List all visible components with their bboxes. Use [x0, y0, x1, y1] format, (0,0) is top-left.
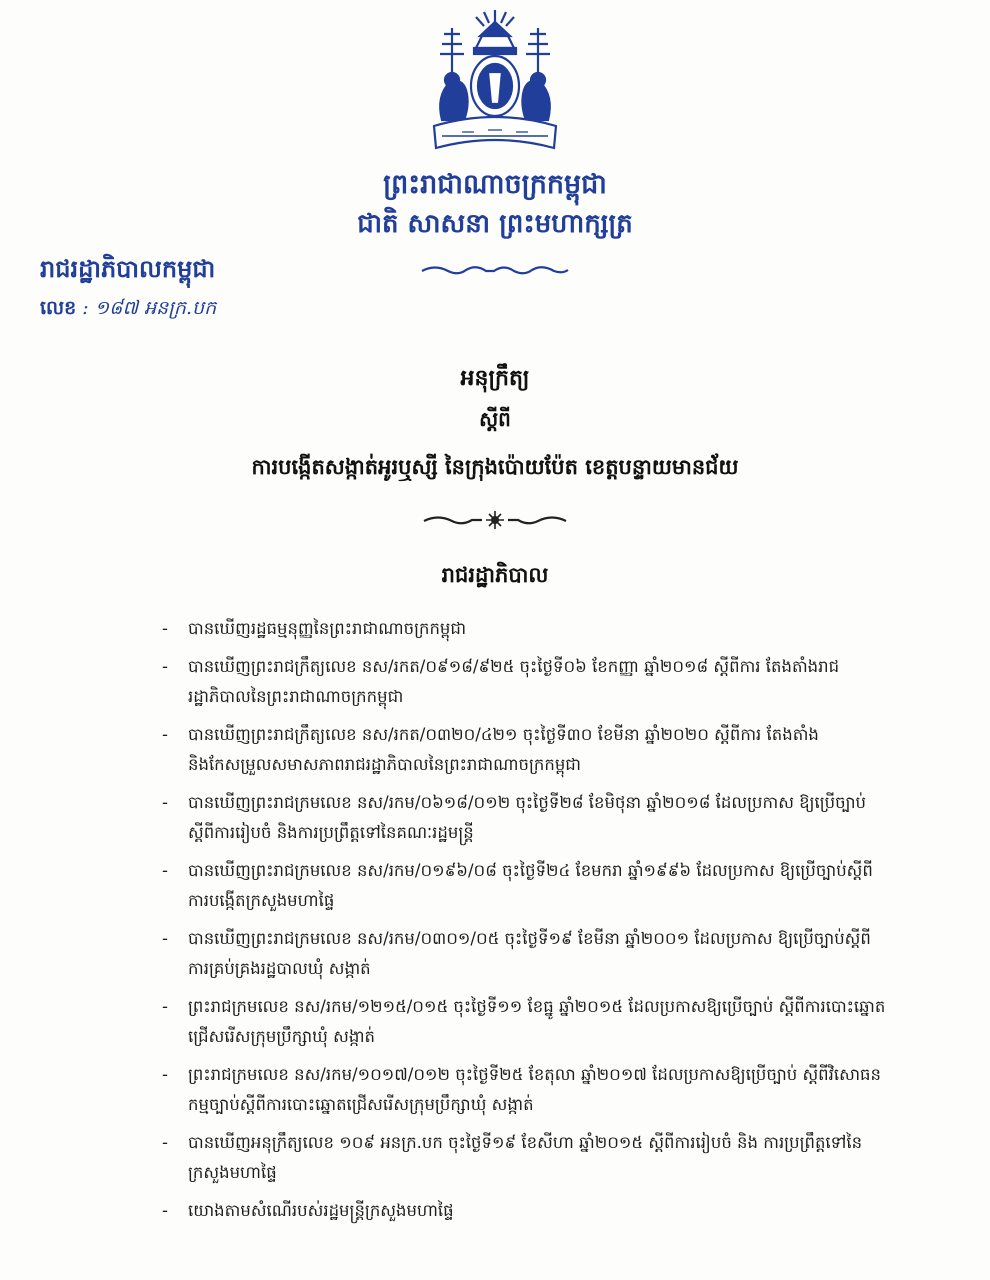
kingdom-name: ព្រះរាជាណាចក្រកម្ពុជា — [383, 169, 607, 200]
document-subject: ការបង្កើតសង្កាត់អូរឬស្សី នៃក្រុងប៉ោយប៉ែត ខេត្តបន្ទាយមានជ័យ — [251, 454, 739, 479]
kingdom-heading — [0, 168, 990, 242]
ornament-divider-icon — [420, 262, 570, 278]
reference-value: : ១៨៧ អនក្រ.បក — [76, 297, 217, 319]
list-item: - បានឃើញព្រះរាជក្រឹត្យលេខ នស/រកត/០៣២០/៤២១ ចុះថ្ងៃទី៣០ ខែមីនា ឆ្នាំ២០២០ ស្តីពីការ តែងតាំង និងកែសម្រួលសមាសភាពរាជរដ្ឋាភិបាលនៃព្រះរាជាណាចក្រកម្ពុជា — [162, 725, 819, 774]
considerations-list — [162, 614, 888, 1234]
reference-label: លេខ — [40, 297, 77, 319]
list-item: - បានឃើញព្រះរាជក្រមលេខ នស/រកម/០៦១៨/០១២ ចុះថ្ងៃទី២៨ ខែមិថុនា ឆ្នាំ២០១៨ ដែលប្រកាស ឱ្យប្រើច្បាប់ស្តីពីការរៀបចំ និងការប្រព្រឹត្តទៅនៃគណៈរដ្ឋមន្ត្រី — [162, 793, 867, 842]
title-ornament — [0, 510, 990, 534]
list-item: - បានឃើញព្រះរាជក្រមលេខ នស/រកម/០១៩៦/០៨ ចុះថ្ងៃទី២៤ ខែមករា ឆ្នាំ១៩៩៦ ដែលប្រកាស ឱ្យប្រើច្បាប់ស្តីពីការបង្កើតក្រសួងមហាផ្ទៃ — [162, 861, 873, 910]
ministry-name: រាជរដ្ឋាភិបាលកម្ពុជា — [40, 254, 216, 283]
list-item: - បានឃើញអនុក្រឹត្យលេខ ១០៩ អនក្រ.បក ចុះថ្ងៃទី១៩ ខែសីហា ឆ្នាំ២០១៥ ស្តីពីការរៀបចំ និង ការប្រព្រឹត្តទៅនៃក្រសួងមហាផ្ទៃ — [162, 1133, 863, 1182]
list-item: - បានឃើញព្រះរាជក្រមលេខ នស/រកម/០៣០១/០៥ ចុះថ្ងៃទី១៩ ខែមីនា ឆ្នាំ២០០១ ដែលប្រកាស ឱ្យប្រើច្បាប់ស្តីពីការគ្រប់គ្រងរដ្ឋបាលឃុំ សង្កាត់ — [162, 929, 871, 978]
list-item: - បានឃើញរដ្ឋធម្មនុញ្ញនៃព្រះរាជាណាចក្រកម្ពុជា — [162, 619, 467, 638]
list-item: - យោងតាមសំណើរបស់រដ្ឋមន្ត្រីក្រសួងមហាផ្ទៃ — [162, 1201, 454, 1220]
about-label: ស្តីពី — [479, 407, 511, 431]
document-type: អនុក្រឹត្យ — [460, 365, 530, 391]
list-item: - ព្រះរាជក្រមលេខ នស/រកម/១០១៧/០១២ ចុះថ្ងៃទី២៥ ខែតុលា ឆ្នាំ២០១៧ ដែលប្រកាសឱ្យប្រើច្បាប់ ស្តីពីវិសោធនកម្មច្បាប់ស្តីពីការបោះឆ្នោតជ្រើសរើសក្រុមប្រឹក្សាឃុំ សង្កាត់ — [162, 1065, 881, 1114]
list-item: - បានឃើញព្រះរាជក្រឹត្យលេខ នស/រកត/០៩១៨/៩២៥ ចុះថ្ងៃទី០៦ ខែកញ្ញា ឆ្នាំ២០១៨ ស្តីពីការ តែងតាំងរាជរដ្ឋាភិបាលនៃព្រះរាជាណាចក្រកម្ពុជា — [162, 657, 840, 706]
reference-number — [40, 296, 216, 324]
issuer-heading: រាជរដ្ឋាភិបាល — [441, 562, 549, 587]
national-motto: ជាតិ សាសនា ព្រះមហាក្សត្រ — [357, 209, 633, 239]
list-item: - ព្រះរាជក្រមលេខ នស/រកម/១២១៥/០១៥ ចុះថ្ងៃទី១១ ខែធ្នូ ឆ្នាំ២០១៥ ដែលប្រកាសឱ្យប្រើច្បាប់ ស្តីពីការបោះឆ្នោតជ្រើសរើសក្រុមប្រឹក្សាឃុំ សង្កាត់ — [162, 997, 886, 1046]
ornament-flower-icon — [420, 510, 570, 530]
royal-coat-of-arms-icon — [422, 8, 568, 158]
